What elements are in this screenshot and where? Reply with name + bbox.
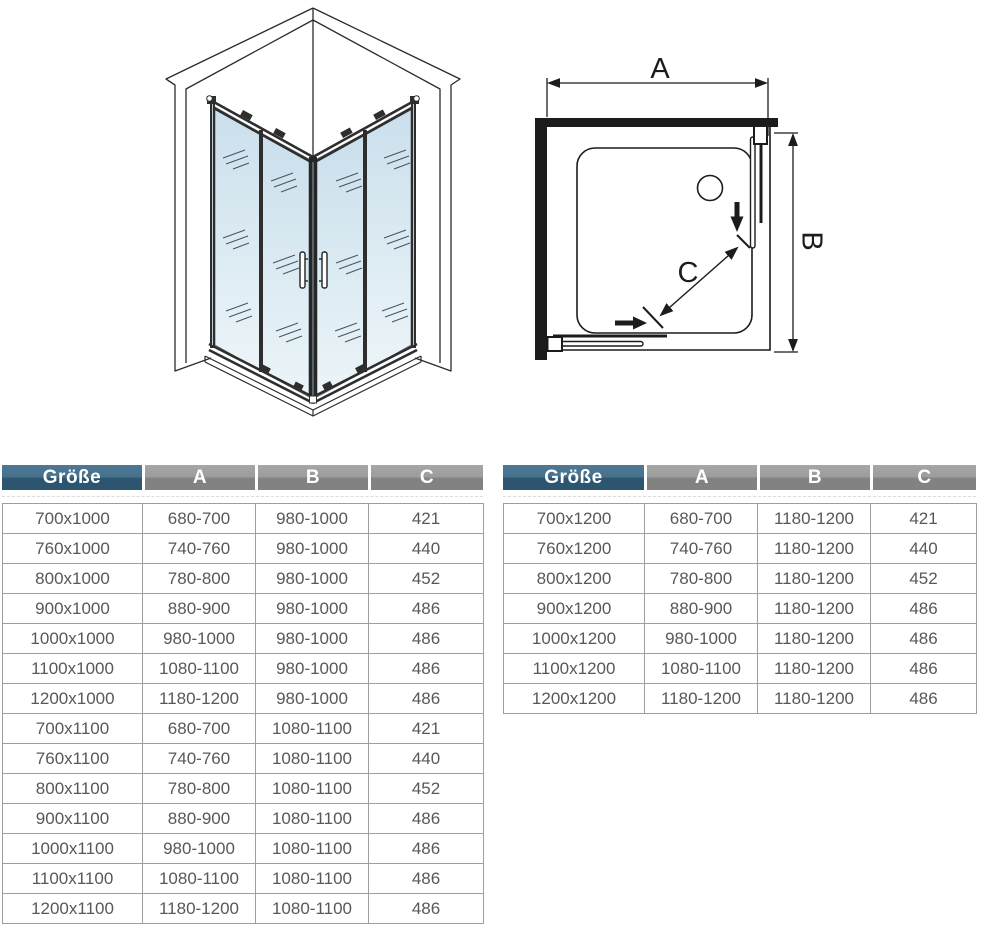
table-cell: 740-760 — [143, 744, 256, 774]
table-row — [3, 864, 484, 894]
table-cell: 1180-1200 — [758, 624, 871, 654]
table-cell: 700x1100 — [3, 714, 143, 744]
table-cell: 980-1000 — [256, 504, 369, 534]
table-cell: 1180-1200 — [758, 564, 871, 594]
sliding-door-right-plan — [751, 126, 768, 248]
table-cell: 1000x1200 — [504, 624, 645, 654]
table-cell: 1080-1100 — [256, 774, 369, 804]
column-header-a: A — [647, 465, 757, 490]
table-row — [3, 564, 484, 594]
table-cell: 486 — [369, 864, 484, 894]
table-cell: 1180-1200 — [758, 654, 871, 684]
table-cell: 1180-1200 — [143, 684, 256, 714]
glass-panel-right-fixed — [365, 107, 411, 371]
table-cell: 440 — [369, 534, 484, 564]
size-table-body — [503, 503, 977, 714]
table-row — [3, 834, 484, 864]
column-header-c: C — [371, 465, 483, 490]
table-cell: 980-1000 — [256, 534, 369, 564]
table-cell: 1080-1100 — [256, 744, 369, 774]
diagram-plan-view — [530, 45, 840, 375]
table-cell: 1180-1200 — [758, 504, 871, 534]
table-cell: 421 — [369, 504, 484, 534]
table-cell: 780-800 — [143, 774, 256, 804]
sliding-door-bottom-plan — [548, 336, 668, 351]
table-row — [3, 504, 484, 534]
table-cell: 980-1000 — [256, 624, 369, 654]
table-cell: 1080-1100 — [256, 864, 369, 894]
table-cell: 486 — [369, 594, 484, 624]
table-cell: 1200x1200 — [504, 684, 645, 714]
table-cell: 760x1000 — [3, 534, 143, 564]
table-cell: 1080-1100 — [143, 654, 256, 684]
table-cell: 900x1000 — [3, 594, 143, 624]
table-cell: 1180-1200 — [758, 684, 871, 714]
shower-tray-plan — [577, 148, 752, 333]
column-header-b: B — [258, 465, 368, 490]
table-cell: 486 — [369, 894, 484, 924]
arrow-down-icon — [731, 202, 744, 232]
table-cell: 1000x1100 — [3, 834, 143, 864]
table-cell: 980-1000 — [143, 624, 256, 654]
table-cell: 486 — [369, 624, 484, 654]
table-cell: 1080-1100 — [256, 804, 369, 834]
table-cell: 980-1000 — [256, 684, 369, 714]
glass-panel-left-fixed — [215, 107, 261, 371]
table-cell: 1100x1100 — [3, 864, 143, 894]
dim-label-a: A — [650, 53, 670, 85]
table-cell: 486 — [369, 654, 484, 684]
table-cell: 680-700 — [143, 504, 256, 534]
table-row — [3, 894, 484, 924]
table-row — [504, 504, 977, 534]
table-cell: 740-760 — [645, 534, 758, 564]
table-row — [504, 624, 977, 654]
diagram-3d-corner-shower — [95, 0, 475, 440]
table-row — [3, 804, 484, 834]
dim-label-c: C — [677, 257, 699, 289]
table-cell: 800x1200 — [504, 564, 645, 594]
table-cell: 452 — [369, 564, 484, 594]
table-cell: 452 — [871, 564, 977, 594]
table-row — [3, 594, 484, 624]
table-cell: 760x1200 — [504, 534, 645, 564]
table-cell: 980-1000 — [256, 564, 369, 594]
table-cell: 486 — [369, 684, 484, 714]
table-cell: 680-700 — [143, 714, 256, 744]
table-cell: 760x1100 — [3, 744, 143, 774]
table-row — [3, 654, 484, 684]
drain-circle — [698, 176, 723, 201]
size-table-depth-1200 — [503, 465, 976, 714]
table-row — [3, 534, 484, 564]
table-cell: 486 — [871, 594, 977, 624]
table-cell: 440 — [871, 534, 977, 564]
table-cell: 880-900 — [645, 594, 758, 624]
size-table-depth-1000-1100 — [2, 465, 483, 924]
table-cell: 800x1000 — [3, 564, 143, 594]
table-cell: 1100x1000 — [3, 654, 143, 684]
table-cell: 900x1200 — [504, 594, 645, 624]
table-cell: 880-900 — [143, 804, 256, 834]
table-cell: 880-900 — [143, 594, 256, 624]
dimension-c — [661, 248, 737, 315]
table-cell: 486 — [369, 804, 484, 834]
arrow-right-icon — [615, 317, 647, 330]
table-cell: 486 — [871, 654, 977, 684]
table-cell: 1080-1100 — [256, 714, 369, 744]
table-cell: 486 — [871, 624, 977, 654]
table-cell: 486 — [369, 834, 484, 864]
table-row — [3, 684, 484, 714]
table-cell: 980-1000 — [645, 624, 758, 654]
table-row — [504, 534, 977, 564]
table-cell: 980-1000 — [256, 654, 369, 684]
table-cell: 421 — [369, 714, 484, 744]
table-cell: 1200x1100 — [3, 894, 143, 924]
table-cell: 780-800 — [143, 564, 256, 594]
column-header-groesse: Größe — [2, 465, 142, 490]
table-row — [504, 594, 977, 624]
table-cell: 1080-1100 — [256, 834, 369, 864]
table-cell: 980-1000 — [256, 594, 369, 624]
table-cell: 1180-1200 — [758, 594, 871, 624]
table-cell: 980-1000 — [143, 834, 256, 864]
column-header-b: B — [760, 465, 870, 490]
column-header-a: A — [145, 465, 255, 490]
table-row — [3, 714, 484, 744]
table-cell: 1100x1200 — [504, 654, 645, 684]
table-cell: 452 — [369, 774, 484, 804]
table-cell: 1180-1200 — [143, 894, 256, 924]
table-cell: 1200x1000 — [3, 684, 143, 714]
table-row — [504, 654, 977, 684]
table-cell: 1080-1100 — [143, 864, 256, 894]
dimension-a — [547, 78, 768, 136]
table-cell: 700x1000 — [3, 504, 143, 534]
enclosure-frame-plan — [547, 127, 770, 350]
table-header-row — [503, 465, 976, 490]
table-row — [504, 564, 977, 594]
table-cell: 740-760 — [143, 534, 256, 564]
table-cell: 700x1200 — [504, 504, 645, 534]
dimension-b — [774, 133, 798, 352]
table-row — [3, 744, 484, 774]
table-cell: 421 — [871, 504, 977, 534]
column-header-groesse: Größe — [503, 465, 644, 490]
table-cell: 1080-1100 — [256, 894, 369, 924]
table-cell: 1180-1200 — [758, 534, 871, 564]
dim-label-b: B — [795, 231, 828, 251]
table-cell: 900x1100 — [3, 804, 143, 834]
column-header-c: C — [873, 465, 976, 490]
size-table-body — [2, 503, 484, 924]
table-cell: 486 — [871, 684, 977, 714]
table-cell: 440 — [369, 744, 484, 774]
table-row — [3, 774, 484, 804]
table-cell: 800x1100 — [3, 774, 143, 804]
table-cell: 1180-1200 — [645, 684, 758, 714]
table-cell: 1000x1000 — [3, 624, 143, 654]
table-row — [504, 684, 977, 714]
table-cell: 680-700 — [645, 504, 758, 534]
table-cell: 1080-1100 — [645, 654, 758, 684]
table-cell: 780-800 — [645, 564, 758, 594]
table-row — [3, 624, 484, 654]
table-header-row — [2, 465, 483, 490]
